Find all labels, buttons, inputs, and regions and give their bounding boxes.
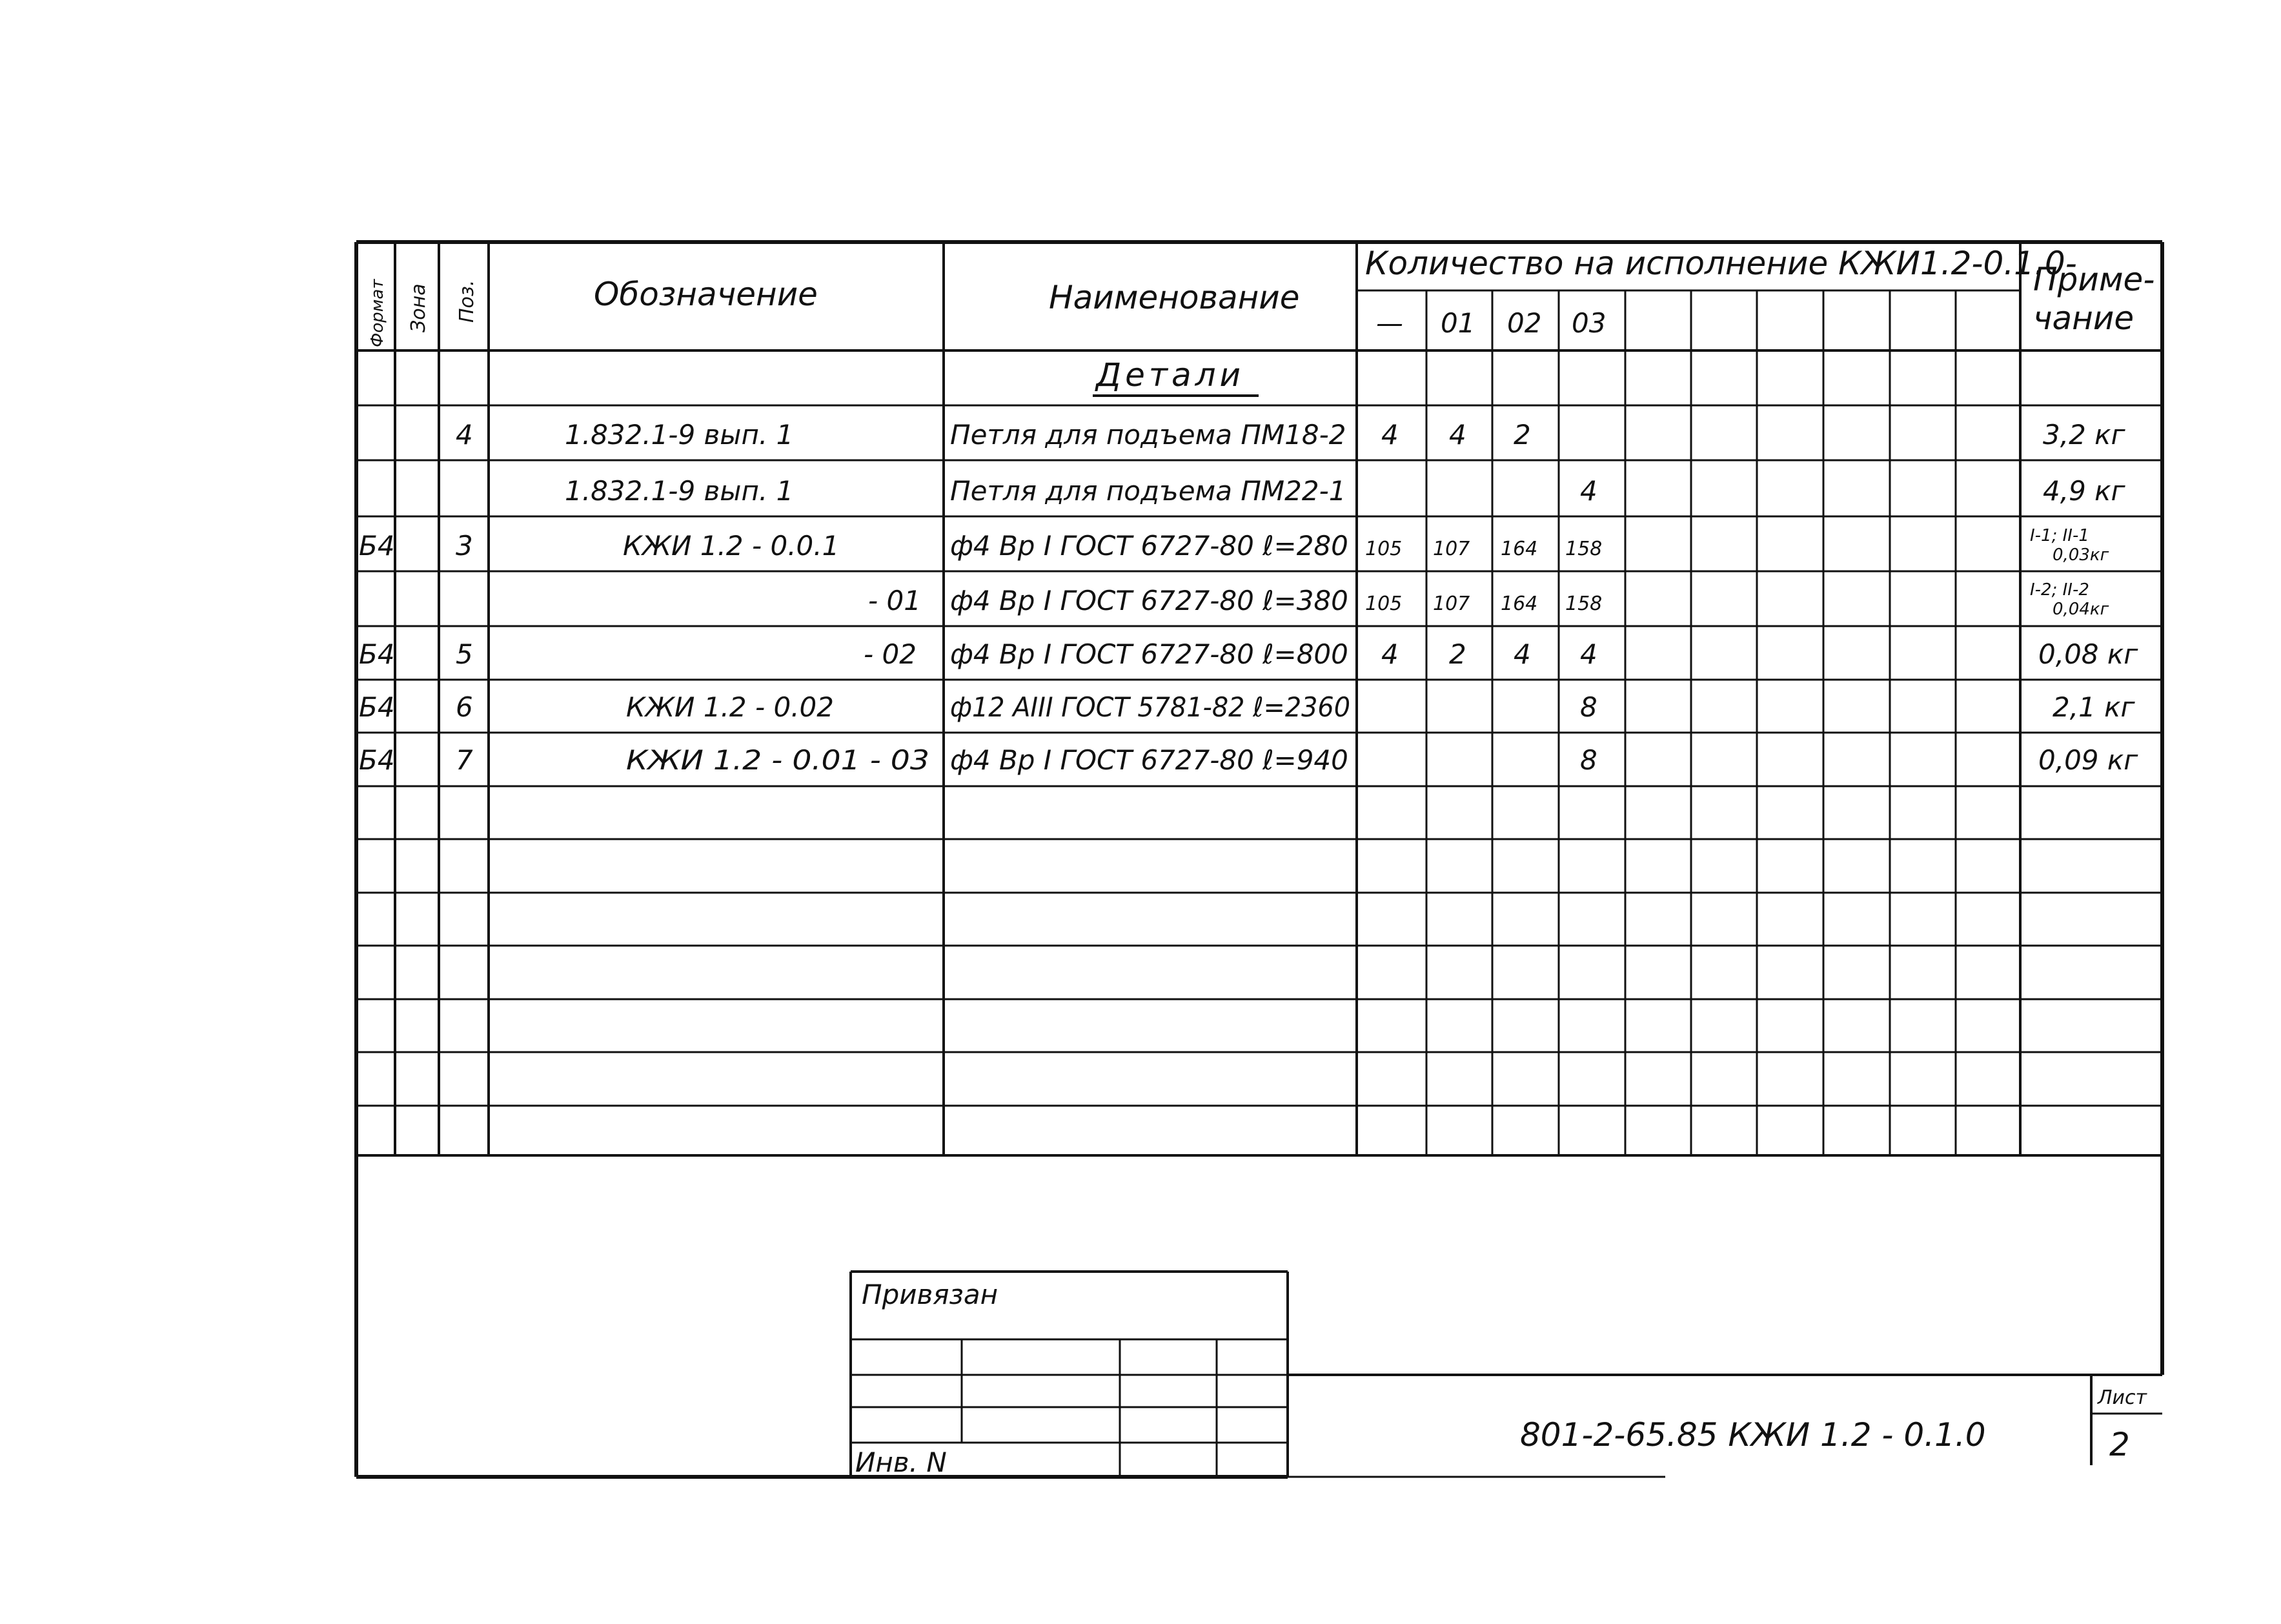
row-qty: 164 — [1501, 593, 1538, 615]
row-note: 4,9 кг — [2043, 475, 2125, 507]
row-format: Б4 — [359, 691, 395, 723]
header-variant: — — [1376, 307, 1403, 339]
sheet-number: 2 — [2109, 1426, 2130, 1463]
row-position: 7 — [456, 744, 473, 776]
row-designation: КЖИ 1.2 - 0.0.1 — [623, 530, 840, 562]
row-note: 3,2 кг — [2043, 419, 2125, 451]
row-note: I-2; II-2 — [2030, 580, 2089, 600]
row-qty: 4 — [1381, 419, 1399, 451]
row-note: I-1; II-1 — [2030, 526, 2089, 545]
row-qty: 4 — [1580, 638, 1597, 670]
row-qty: 105 — [1365, 593, 1403, 615]
header-name: Наименование — [1049, 279, 1300, 316]
row-qty: 8 — [1580, 691, 1597, 723]
row-position: 5 — [456, 638, 473, 670]
row-designation: - 01 — [868, 585, 921, 616]
row-name: ф4 Вр I ГОСТ 6727-80 ℓ=800 — [950, 638, 1348, 670]
document-code: 801-2-65.85 КЖИ 1.2 - 0.1.0 — [1520, 1416, 1986, 1454]
header-note-line1: Приме- — [2033, 261, 2155, 298]
row-qty: 2 — [1514, 419, 1531, 451]
bound-label: Привязан — [862, 1279, 999, 1310]
row-position: 3 — [456, 530, 473, 562]
row-designation: КЖИ 1.2 - 0.01 - 03 — [626, 744, 929, 776]
row-designation: 1.832.1-9 вып. 1 — [565, 475, 794, 507]
section-title: Детали — [1096, 356, 1245, 394]
row-note-mass: 0,03кг — [2053, 545, 2109, 565]
row-name: ф12 АIII ГОСТ 5781-82 ℓ=2360 — [950, 691, 1350, 723]
row-qty: 4 — [1381, 638, 1399, 670]
sheet-label: Лист — [2098, 1386, 2147, 1409]
header-note-line2: чание — [2033, 299, 2134, 337]
row-name: ф4 Вр I ГОСТ 6727-80 ℓ=280 — [950, 530, 1348, 562]
header-position: Поз. — [456, 279, 478, 323]
row-note: 2,1 кг — [2053, 691, 2135, 723]
row-position: 4 — [456, 419, 473, 451]
row-qty: 105 — [1365, 538, 1403, 560]
row-qty: 107 — [1433, 538, 1470, 560]
row-name: ф4 Вр I ГОСТ 6727-80 ℓ=940 — [950, 744, 1348, 776]
row-qty: 2 — [1449, 638, 1466, 670]
row-name: ф4 Вр I ГОСТ 6727-80 ℓ=380 — [950, 585, 1348, 616]
row-qty: 107 — [1433, 593, 1470, 615]
row-name: Петля для подъема ПМ18-2 — [950, 419, 1346, 451]
row-designation: - 02 — [864, 638, 917, 670]
inventory-number-label: Инв. N — [855, 1446, 947, 1478]
row-note: 0,09 кг — [2038, 744, 2138, 776]
row-name: Петля для подъема ПМ22-1 — [950, 475, 1346, 507]
row-designation: 1.832.1-9 вып. 1 — [565, 419, 794, 451]
row-qty: 158 — [1565, 593, 1603, 615]
row-qty: 4 — [1514, 638, 1531, 670]
row-qty: 164 — [1501, 538, 1538, 560]
header-format: Формат — [368, 279, 387, 347]
header-quantity: Количество на исполнение КЖИ1.2-0.1.0- — [1365, 245, 2077, 282]
header-variant: 02 — [1507, 307, 1542, 339]
row-qty: 8 — [1580, 744, 1597, 776]
row-format: Б4 — [359, 638, 395, 670]
row-format: Б4 — [359, 530, 395, 562]
row-qty: 158 — [1565, 538, 1603, 560]
row-note-mass: 0,04кг — [2053, 600, 2109, 619]
header-designation: Обозначение — [594, 276, 818, 313]
row-qty: 4 — [1580, 475, 1597, 507]
header-zone: Зона — [407, 283, 430, 332]
header-variant: 03 — [1572, 307, 1607, 339]
row-position: 6 — [456, 691, 473, 723]
header-variant: 01 — [1441, 307, 1475, 339]
row-note: 0,08 кг — [2038, 638, 2138, 670]
row-designation: КЖИ 1.2 - 0.02 — [626, 691, 834, 723]
row-qty: 4 — [1449, 419, 1466, 451]
row-format: Б4 — [359, 744, 395, 776]
